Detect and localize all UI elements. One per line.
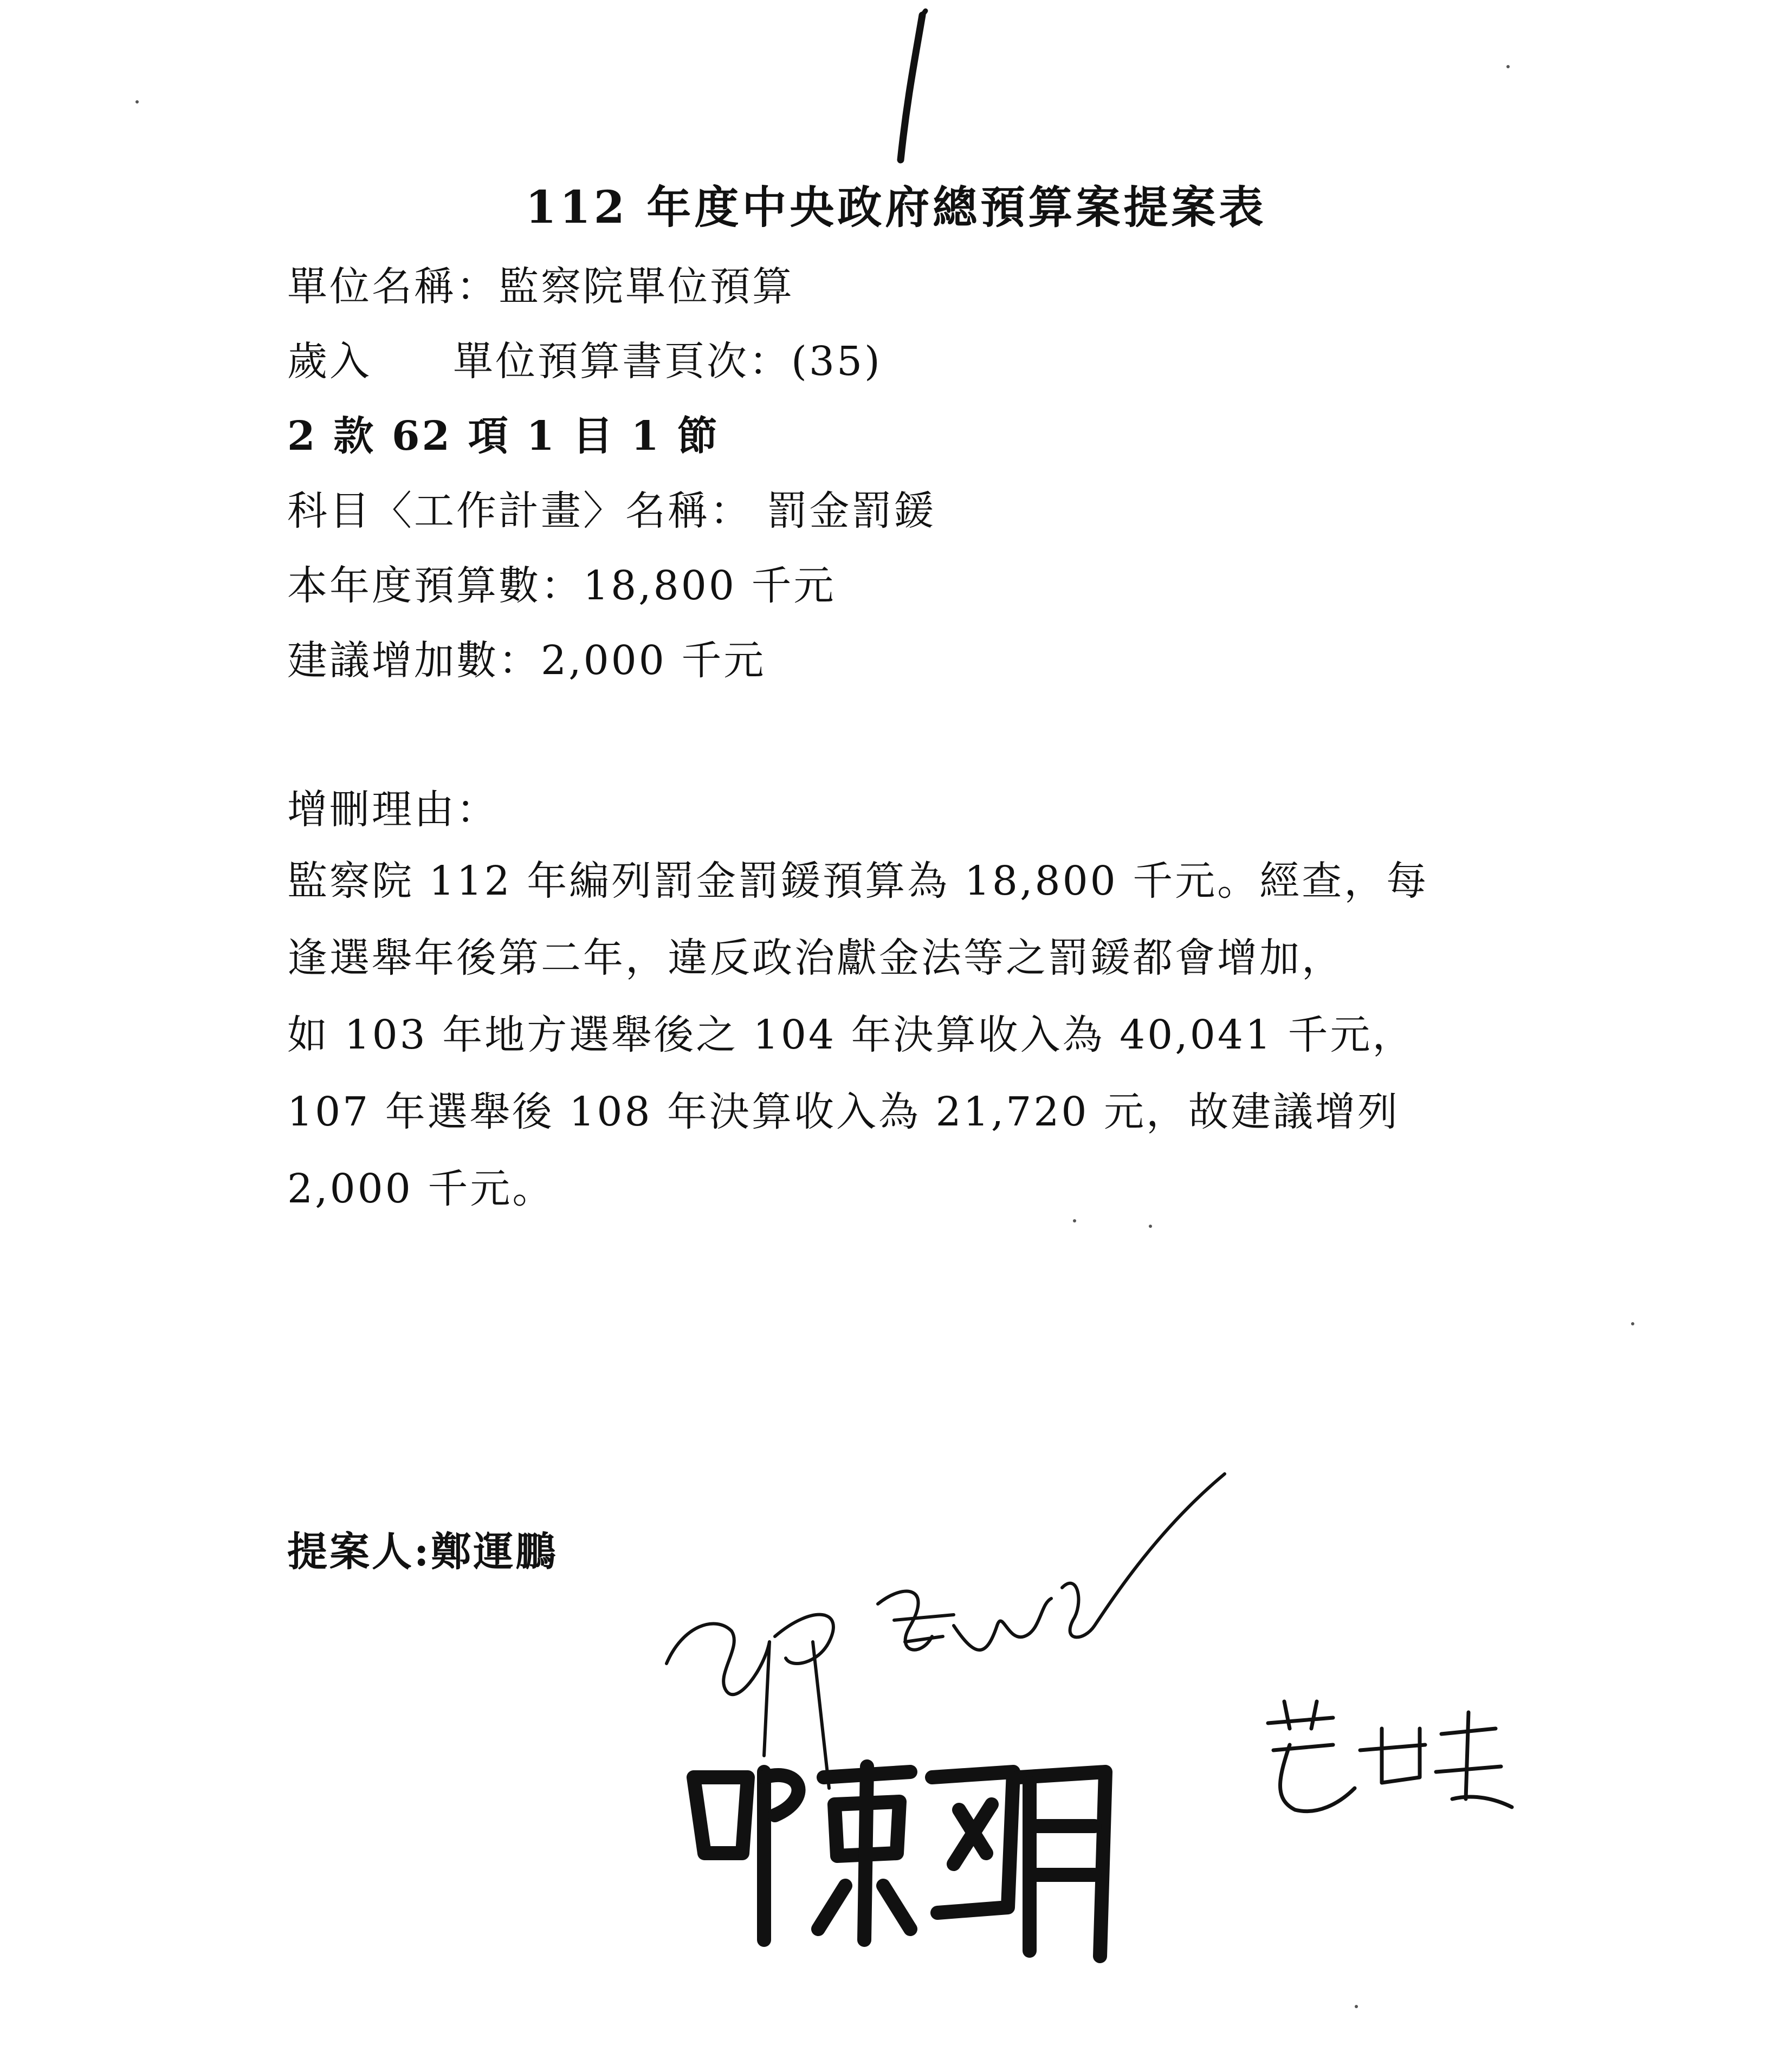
- revenue-label: 歲入: [287, 338, 372, 385]
- reason-line: 2,000 千元。: [287, 1166, 555, 1212]
- reason-line: 如 103 年地方選舉後之 104 年決算收入為 40,041 千元，: [287, 1012, 1415, 1058]
- scan-speck: [1506, 65, 1510, 68]
- scan-speck: [1631, 1322, 1634, 1325]
- scan-speck: [135, 100, 139, 103]
- reason-line: 逢選舉年後第二年，違反政治獻金法等之罰鍰都會增加，: [287, 935, 1344, 981]
- revenue-line: [287, 329, 882, 387]
- classification: 2 款 62 項 1 目 1 節: [287, 413, 720, 460]
- signature-small: [1257, 1691, 1517, 1832]
- scan-speck: [1149, 1225, 1152, 1228]
- proposer: 提案人:鄭運鵬: [287, 1529, 558, 1575]
- proposed-increase: 建議增加數：2,000 千元: [287, 637, 766, 684]
- current-budget: 本年度預算數：18,800 千元: [287, 562, 836, 609]
- form-title: 112 年度中央政府總預算案提案表: [525, 182, 1267, 234]
- scan-speck: [1073, 1219, 1076, 1222]
- reason-line: 107 年選舉後 108 年決算收入為 21,720 元，故建議增列: [287, 1089, 1400, 1135]
- reason-heading: 增刪理由：: [287, 786, 499, 833]
- subject-name: 科目〈工作計畫〉名稱： 罰金罰鍰: [287, 488, 936, 534]
- reason-paragraph: [287, 843, 1544, 1227]
- handwritten-page-number: [872, 5, 937, 168]
- unit-name: 單位名稱：監察院單位預算: [287, 263, 794, 310]
- budget-page: 單位預算書頁次：(35): [453, 338, 882, 385]
- scan-speck: [1355, 2005, 1358, 2008]
- signature-brush: [683, 1745, 1116, 1972]
- reason-line: 監察院 112 年編列罰金罰鍰預算為 18,800 千元。經查，每: [287, 858, 1429, 904]
